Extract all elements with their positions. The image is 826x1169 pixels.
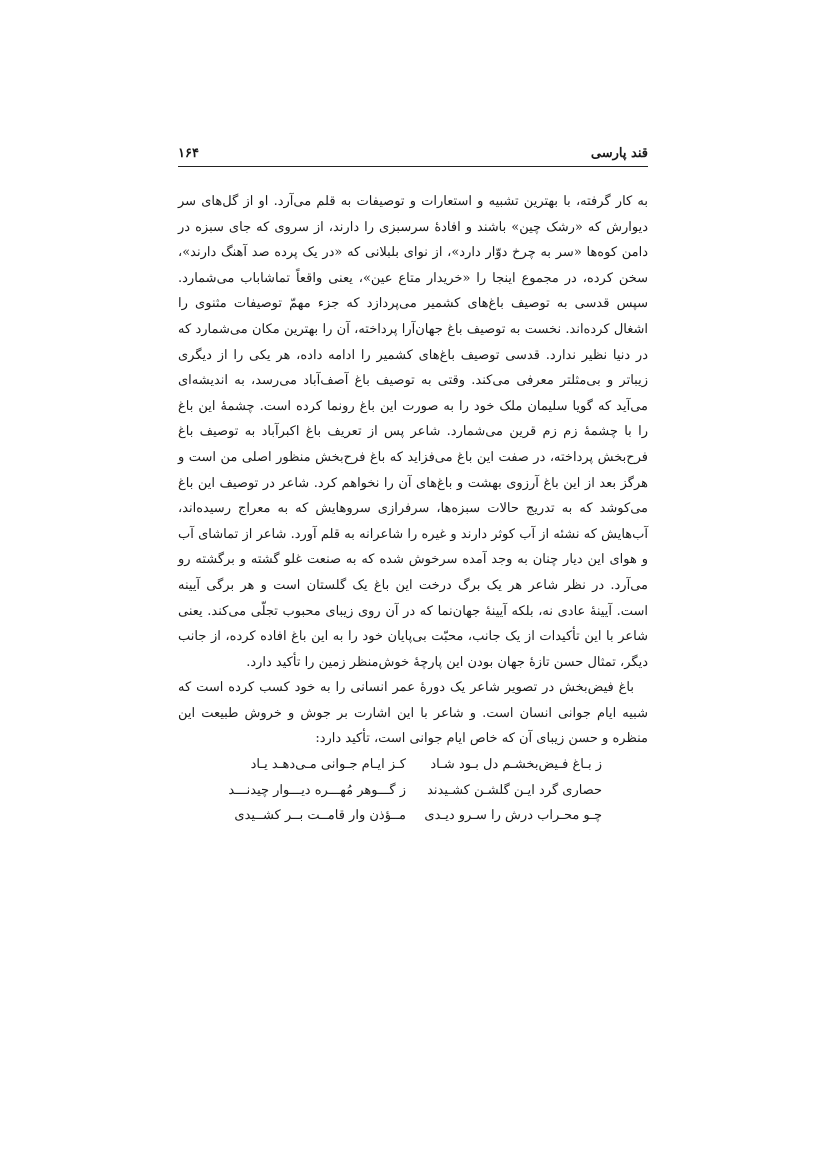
- page-number: ۱۶۴: [178, 146, 199, 161]
- paragraph: به کار گرفته، با بهترین تشبیه و استعارات و توصیفات به قلم می‌آرد. او از گل‌های سر دیوارش که «رشک چین» باشند و افادهٔ سرسبزی را دارند، از سروی که جای سبزه در دامن کوه‌ها «سر به چرخ دوّار دارد»، از نوای بلبلانی که «در یک پرده صد آهنگ دارند»، سخن کرده، در مجموع اینجا را «خریدار متاع عین»، یعنی واقعاً تماشاباب می‌شمارد. سپس قدسی به توصیف باغ‌های کشمیر می‌پردازد که جزء مهمّ توصیفات مثنوی را اشغال کرده‌اند. نخست به توصیف باغ جهان‌آرا پرداخته، آن را بهترین مکان می‌شمارد که در دنیا نظیر ندارد. قدسی توصیف باغ‌های کشمیر را ادامه داده، هر یکی را از دیگری زیباتر و بی‌مثلتر معرفی می‌کند. وقتی به توصیف باغ آصف‌آباد می‌رسد، به اندیشه‌ای می‌آید که گویا سلیمان ملک خود را به صورت این باغ رونما کرده است. چشمهٔ این باغ را با چشمهٔ زم زم قرین می‌شمارد. شاعر پس از تعریف باغ اکبرآباد به توصیف باغ فرح‌بخش پرداخته، در صفت این باغ می‌فزاید که باغ فرح‌بخش منظور اصلی من است و هرگز بعد از این باغ آرزوی بهشت و باغ‌های آن را نخواهم کرد. شاعر در توصیف این باغ می‌کوشد که به تدریج حالات سبزه‌ها، سرفرازی سروهایش که به معراج رسیده‌اند، آب‌هایش که نشئه از آب کوثر دارند و غیره را شاعرانه به قلم آورد. شاعر از تماشای آب و هوای این دیار چنان به وجد آمده سرخوش شده که به صنعت غلو گشته و برگشته رو می‌آرد. در نظر شاعر هر یک برگ درخت این باغ یک گلستان است و هر برگی آیینه است. آیینهٔ عادی نه، بلکه آیینهٔ جهان‌نما که در آن روی زیبای محبوب تجلّی می‌کند. یعنی شاعر با این تأکیدات از یک جانب، محبّت بی‌پایان خود را به این باغ افاده کرده، از جانب دیگر، تمثال حسن تازهٔ جهان بودن این پارچهٔ خوش‌منظر زمین را تأکید دارد.: [178, 194, 648, 670]
- poem-hemistich: ز گـــوهر مُهـــره دیـــوار چیدنـــد: [228, 782, 406, 798]
- poem-hemistich: کـز ایـام جـوانی مـی‌دهـد یـاد: [250, 757, 406, 773]
- poem-hemistich: مــؤذن وار قامــت بــر کشــیدی: [234, 808, 406, 824]
- poem-hemistich: حصاری گرد ایـن گلشـن کشـیدند: [427, 782, 602, 798]
- running-title: قند پارسی: [590, 146, 648, 161]
- running-head: [178, 142, 648, 167]
- body-text: [178, 189, 648, 829]
- poem-couplet: [178, 778, 602, 804]
- poem: [178, 752, 648, 829]
- poem-couplet: [178, 752, 602, 778]
- poem-hemistich: ز بـاغ فـیض‌بخشـم دل بـود شـاد: [430, 757, 602, 773]
- book-page: [178, 142, 648, 829]
- poem-hemistich: چـو محـراب درش را سـرو دیـدی: [424, 808, 602, 824]
- poem-couplet: [178, 803, 602, 829]
- paragraph: باغ فیض‌بخش در تصویر شاعر یک دورهٔ عمر انسانی را به خود کسب کرده است که شبیه ایام جوانی انسان است. و شاعر با این اشارت بر جوش و خروش طبیعت این منظره و حسن زیبای آن که خاص ایام جوانی است، تأکید دارد:: [178, 680, 648, 747]
